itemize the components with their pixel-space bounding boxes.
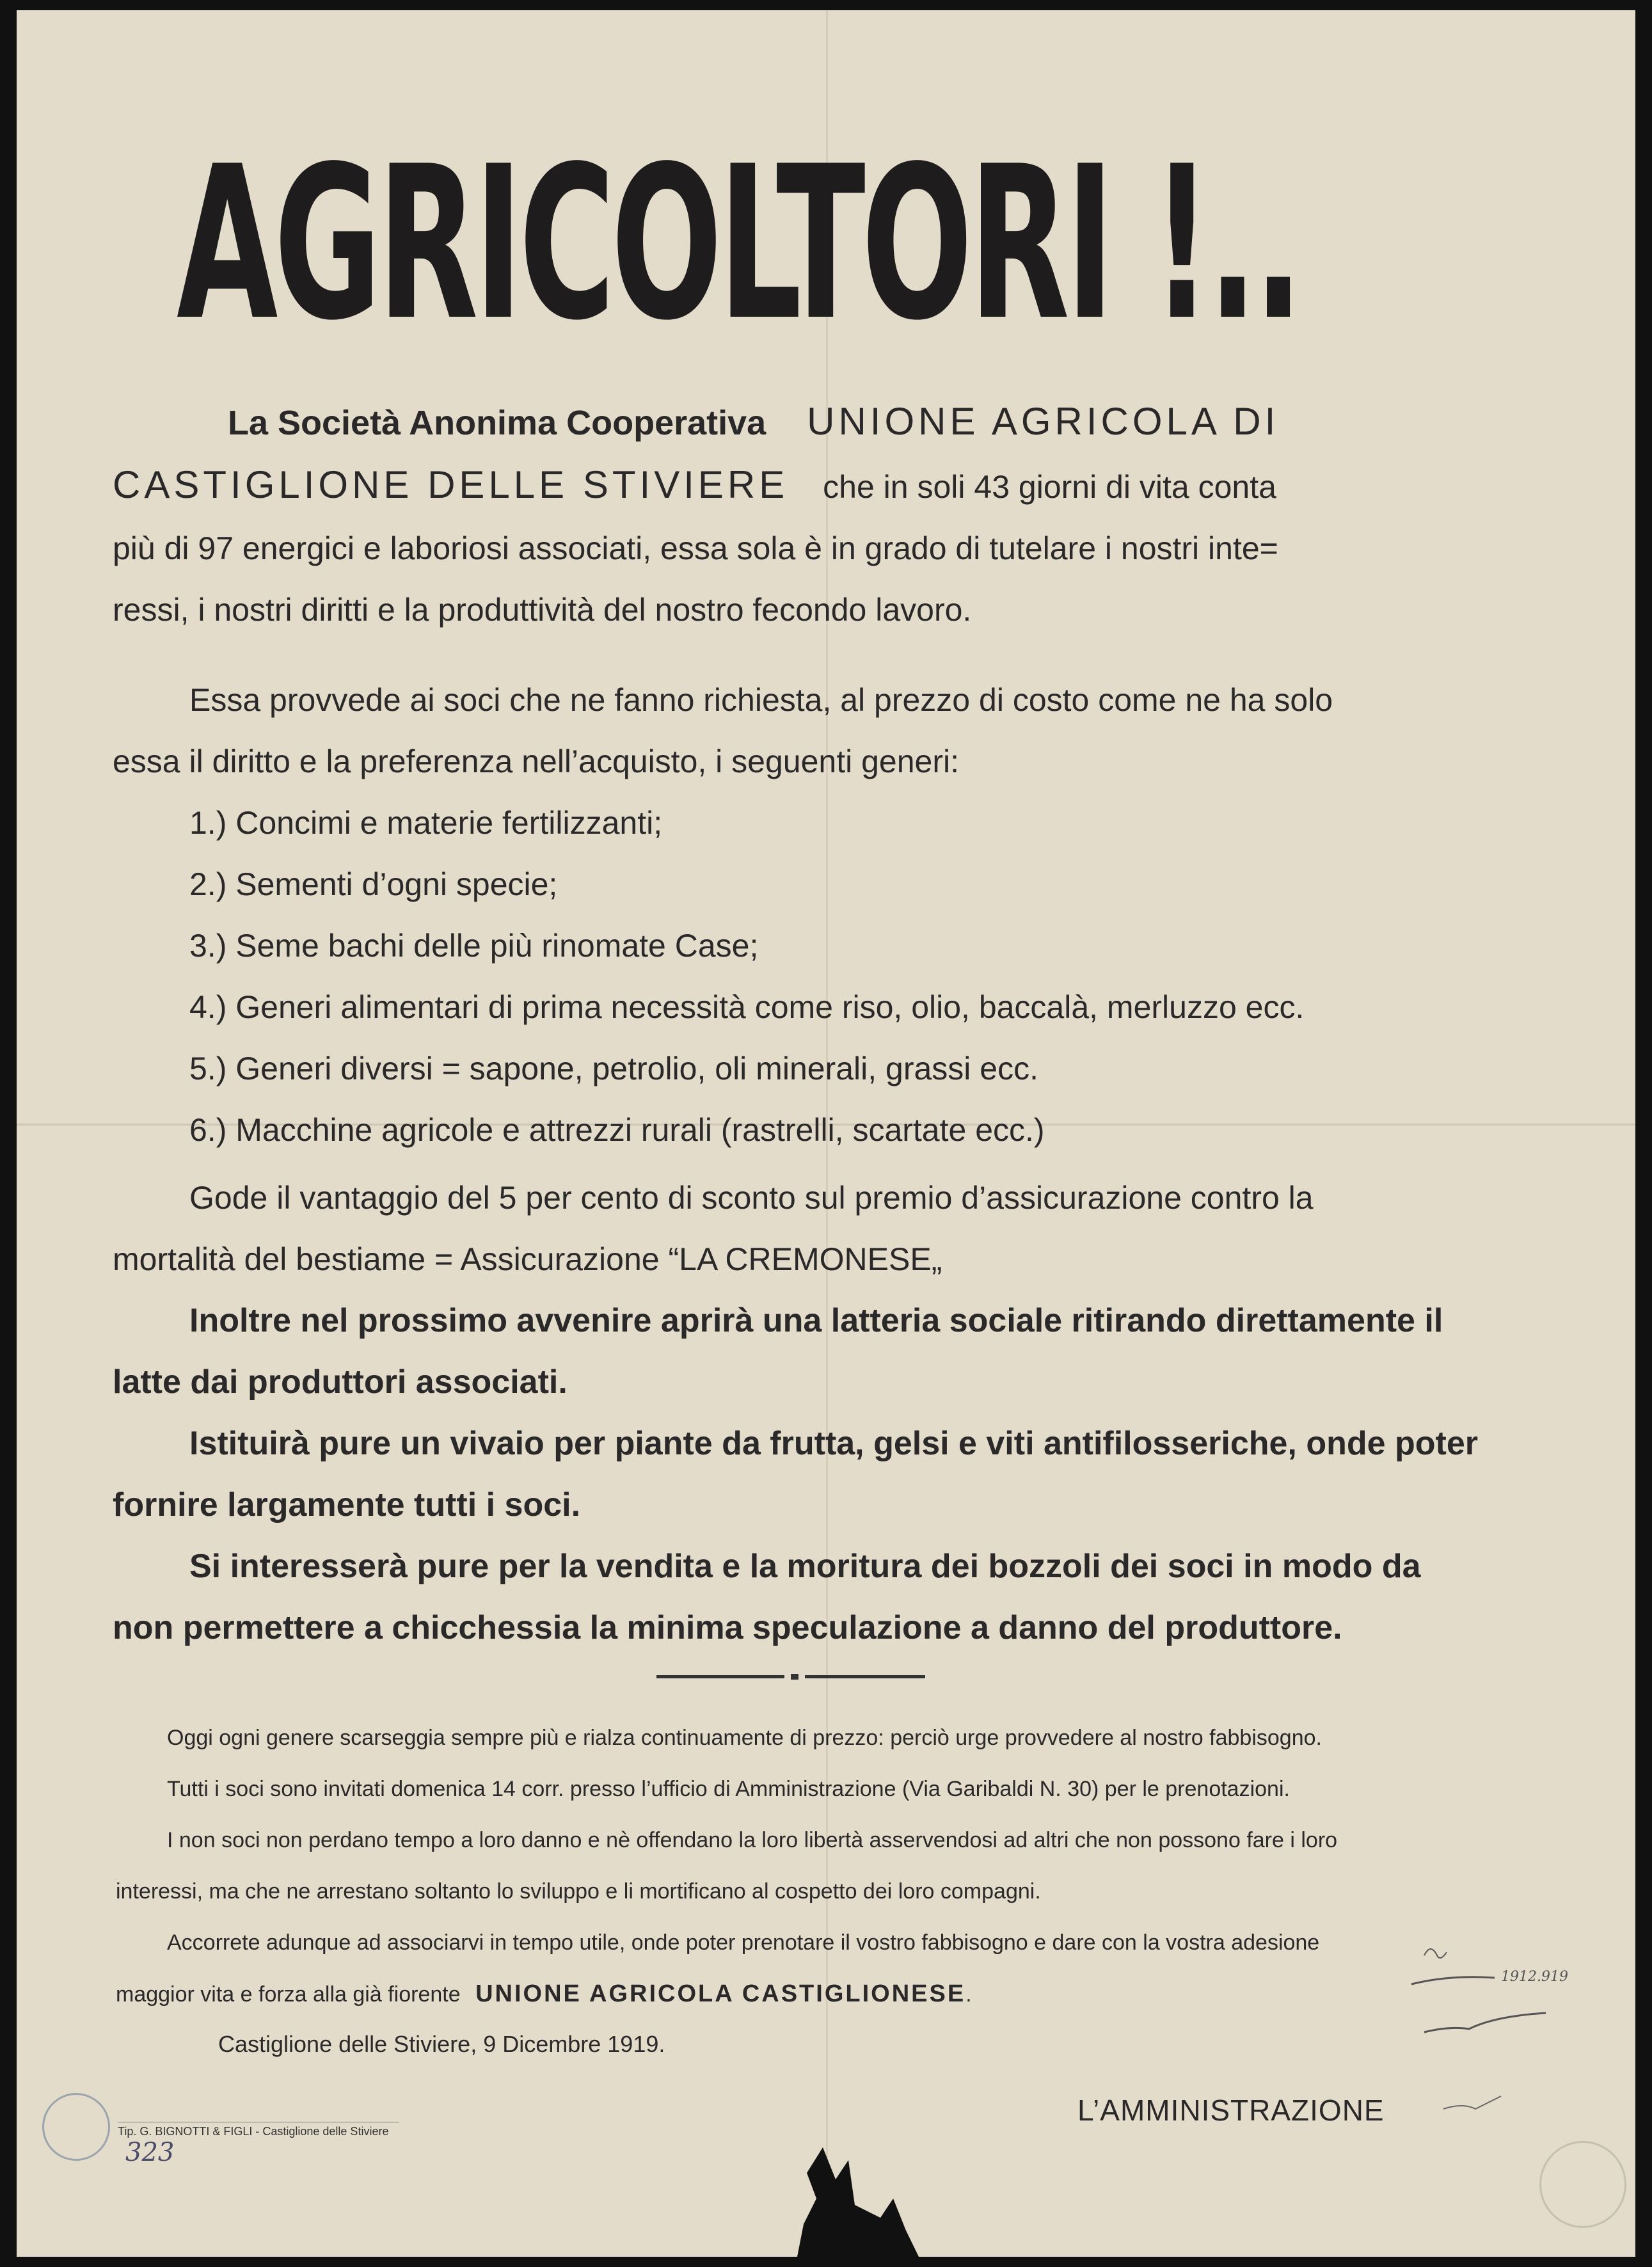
list-item: 3.) Seme bachi delle più rinomate Case; [189,928,759,964]
provision-line: essa il diritto e la preferenza nell’acquisto, i seguenti generi: [113,744,959,779]
section-divider [656,1674,925,1679]
poster-sheet [17,10,1635,2257]
poster-title: AGRICOLTORI !.. [177,121,1299,367]
cooperative-name-1: UNIONE AGRICOLA DI [807,400,1280,443]
note-line: Tutti i soci sono invitati domenica 14 corr. presso l’ufficio di Amministrazione (Via Garibaldi N. 30) per le prenotazioni. [167,1777,1290,1801]
provision-line: Essa provvede ai soci che ne fanno richiesta, al prezzo di costo come ne ha solo [189,682,1333,718]
services-paragraphs [113,1290,1546,1658]
note-line: interessi, ma che ne arrestano soltanto lo sviluppo e li mortificano al cospetto dei loro compagni. [116,1879,1041,1904]
notes-section [116,1712,1555,2020]
handwritten-annotations [1399,1936,1578,2141]
provision-paragraph [113,669,1546,792]
service-line: Istituirà pure un vivaio per piante da frutta, gelsi e viti antifilosseriche, onde poter [189,1425,1478,1462]
intro-line: più di 97 energici e laboriosi associati, essa sola è in grado di tutelare i nostri inte= [113,530,1278,566]
note-line: I non soci non perdano tempo a loro danno e nè offendano la loro libertà asservendosi ad altri che non possono fare i loro [167,1828,1338,1852]
handwritten-note: 1912.919 [1501,1969,1568,1985]
list-item: 1.) Concimi e materie fertilizzanti; [189,805,663,841]
intro-text: che in soli 43 giorni di vita conta [823,469,1276,505]
list-item: 2.) Sementi d’ogni specie; [189,866,558,902]
service-line: latte dai produttori associati. [113,1364,568,1401]
intro-line [113,391,1546,454]
cooperative-name-2: CASTIGLIONE DELLE STIVIERE [113,463,789,506]
intro-line: ressi, i nostri diritti e la produttività del nostro fecondo lavoro. [113,592,972,628]
handwritten-number: 323 [125,2138,175,2167]
library-stamp [42,2093,110,2161]
service-line: Si interesserà pure per la vendita e la moritura dei bozzoli dei soci in modo da [189,1548,1421,1585]
insurance-paragraph [113,1167,1546,1290]
insurance-line: mortalità del bestiame = Assicurazione “LA CREMONESE„ [113,1241,942,1277]
cooperative-brand: UNIONE AGRICOLA CASTIGLIONESE [475,1980,966,2007]
note-text: maggior vita e forza alla già fiorente [116,1982,461,2007]
service-line: Inoltre nel prossimo avvenire aprirà una latteria sociale ritirando direttamente il [189,1302,1443,1339]
note-line: Accorrete adunque ad associarvi in tempo utile, onde poter prenotare il vostro fabbisogno e dare con la vostra adesione [167,1930,1320,1955]
note-line: Oggi ogni genere scarseggia sempre più e rialza continuamente di prezzo: perciò urge provvedere al nostro fabbisogno. [167,1726,1322,1750]
paper-tear [784,2122,951,2257]
note-end: . [965,1982,972,2007]
note-line [116,1968,1555,2020]
insurance-line: Gode il vantaggio del 5 per cento di sconto sul premio d’assicurazione contro la [189,1180,1314,1216]
service-line: non permettere a chicchessia la minima speculazione a danno del produttore. [113,1609,1342,1646]
printer-imprint: Tip. G. BIGNOTTI & FIGLI - Castiglione delle Stiviere [118,2122,399,2138]
list-item: 6.) Macchine agricole e attrezzi rurali (rastrelli, scartate ecc.) [189,1112,1045,1148]
list-item: 4.) Generi alimentari di prima necessità come riso, olio, baccalà, merluzzo ecc. [189,989,1305,1025]
intro-line [113,454,1546,518]
library-stamp [1539,2141,1626,2228]
intro-lead: La Società Anonima Cooperativa [228,404,766,442]
signature-block: L’AMMINISTRAZIONE [1077,2094,1385,2127]
goods-list [189,792,1304,1161]
list-item: 5.) Generi diversi = sapone, petrolio, oli minerali, grassi ecc. [189,1051,1038,1086]
service-line: fornire largamente tutti i soci. [113,1486,581,1523]
place-date: Castiglione delle Stiviere, 9 Dicembre 1919. [218,2031,665,2057]
intro-paragraph [113,391,1546,640]
